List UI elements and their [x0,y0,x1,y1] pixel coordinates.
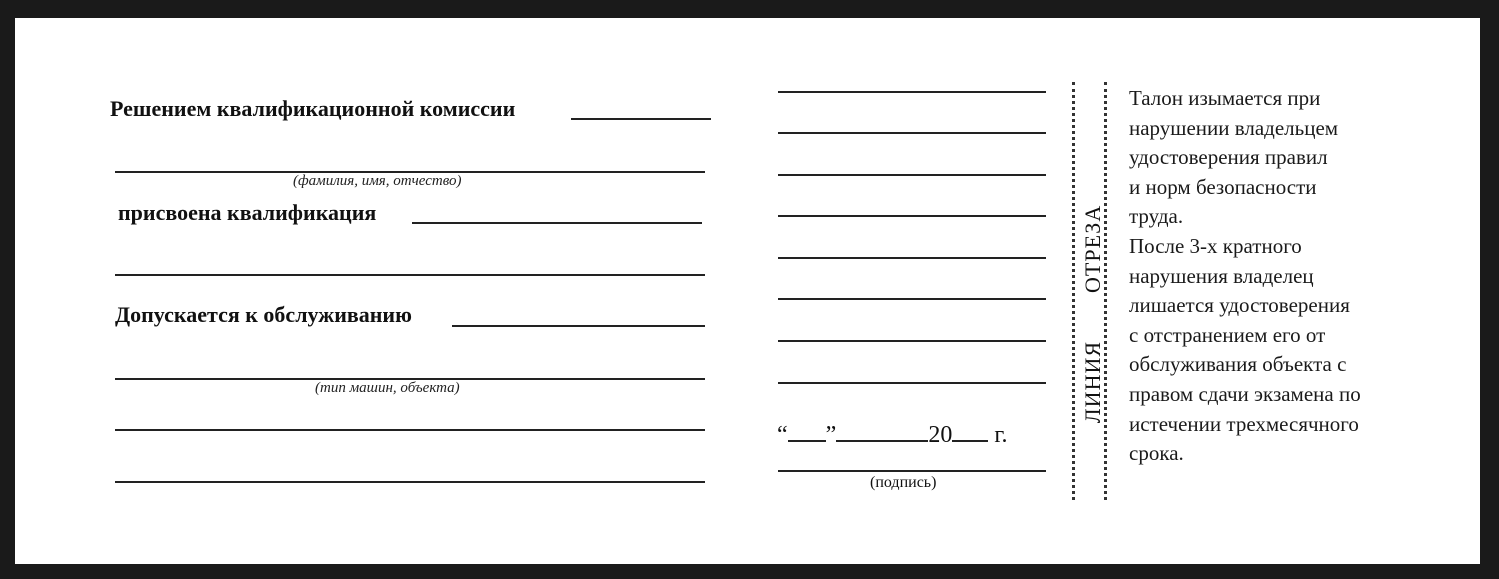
middle-line-2[interactable] [778,132,1046,134]
date-year-field[interactable] [952,418,988,442]
middle-line-1[interactable] [778,91,1046,93]
notice-line: правом сдачи экзамена по [1129,381,1361,406]
signature-line[interactable] [778,470,1046,472]
signature-caption: (подпись) [870,474,937,491]
date-month-field[interactable] [836,418,928,442]
notice-line: удостоверения правил [1129,145,1328,170]
coupon-card [15,18,1480,564]
notice-line: После 3-х кратного [1129,233,1302,258]
middle-line-3[interactable] [778,174,1046,176]
notice-line: истечении трехмесячного [1129,411,1359,436]
cut-line-left-dots [1072,82,1075,500]
middle-line-6[interactable] [778,298,1046,300]
middle-line-5[interactable] [778,257,1046,259]
date-year-suffix: г. [994,422,1008,448]
notice-line: обслуживания объекта с [1129,352,1347,377]
notice-line: и норм безопасности [1129,174,1317,199]
machine-type-line-2[interactable] [115,429,705,431]
date-close-quote: ” [825,422,837,448]
date-row [777,418,1007,449]
middle-line-8[interactable] [778,382,1046,384]
qualification-fill-line[interactable] [412,222,702,224]
cut-line-word-2: ОТРЕЗА [1080,204,1105,293]
machine-type-line-3[interactable] [115,481,705,483]
full-name-caption: (фамилия, имя, отчество) [293,173,462,189]
notice-line: Талон изымается при [1129,86,1321,110]
notice-line: с отстранением его от [1129,322,1326,347]
decision-label: Решением квалификационной комиссии [110,96,516,121]
qualification-line-2[interactable] [115,274,705,276]
notice-line: труда. [1129,204,1184,229]
decision-fill-line[interactable] [571,118,711,120]
middle-line-4[interactable] [778,215,1046,217]
notice-text [1129,84,1361,469]
notice-line: лишается удостоверения [1129,293,1350,318]
notice-line: срока. [1129,441,1184,466]
date-year-prefix: 20 [928,422,953,448]
notice-line: нарушении владельцем [1129,115,1339,140]
admitted-fill-line[interactable] [452,325,705,327]
date-day-field[interactable] [788,418,826,442]
qualification-label: присвоена квалификация [118,200,377,225]
admitted-label: Допускается к обслуживанию [115,302,412,327]
middle-line-7[interactable] [778,340,1046,342]
cut-line-label [1080,194,1106,434]
cut-line-word-1: ЛИНИЯ [1080,340,1105,424]
machine-type-caption: (тип машин, объекта) [315,380,460,396]
date-open-quote: “ [777,422,788,448]
notice-line: нарушения владелец [1129,263,1314,288]
